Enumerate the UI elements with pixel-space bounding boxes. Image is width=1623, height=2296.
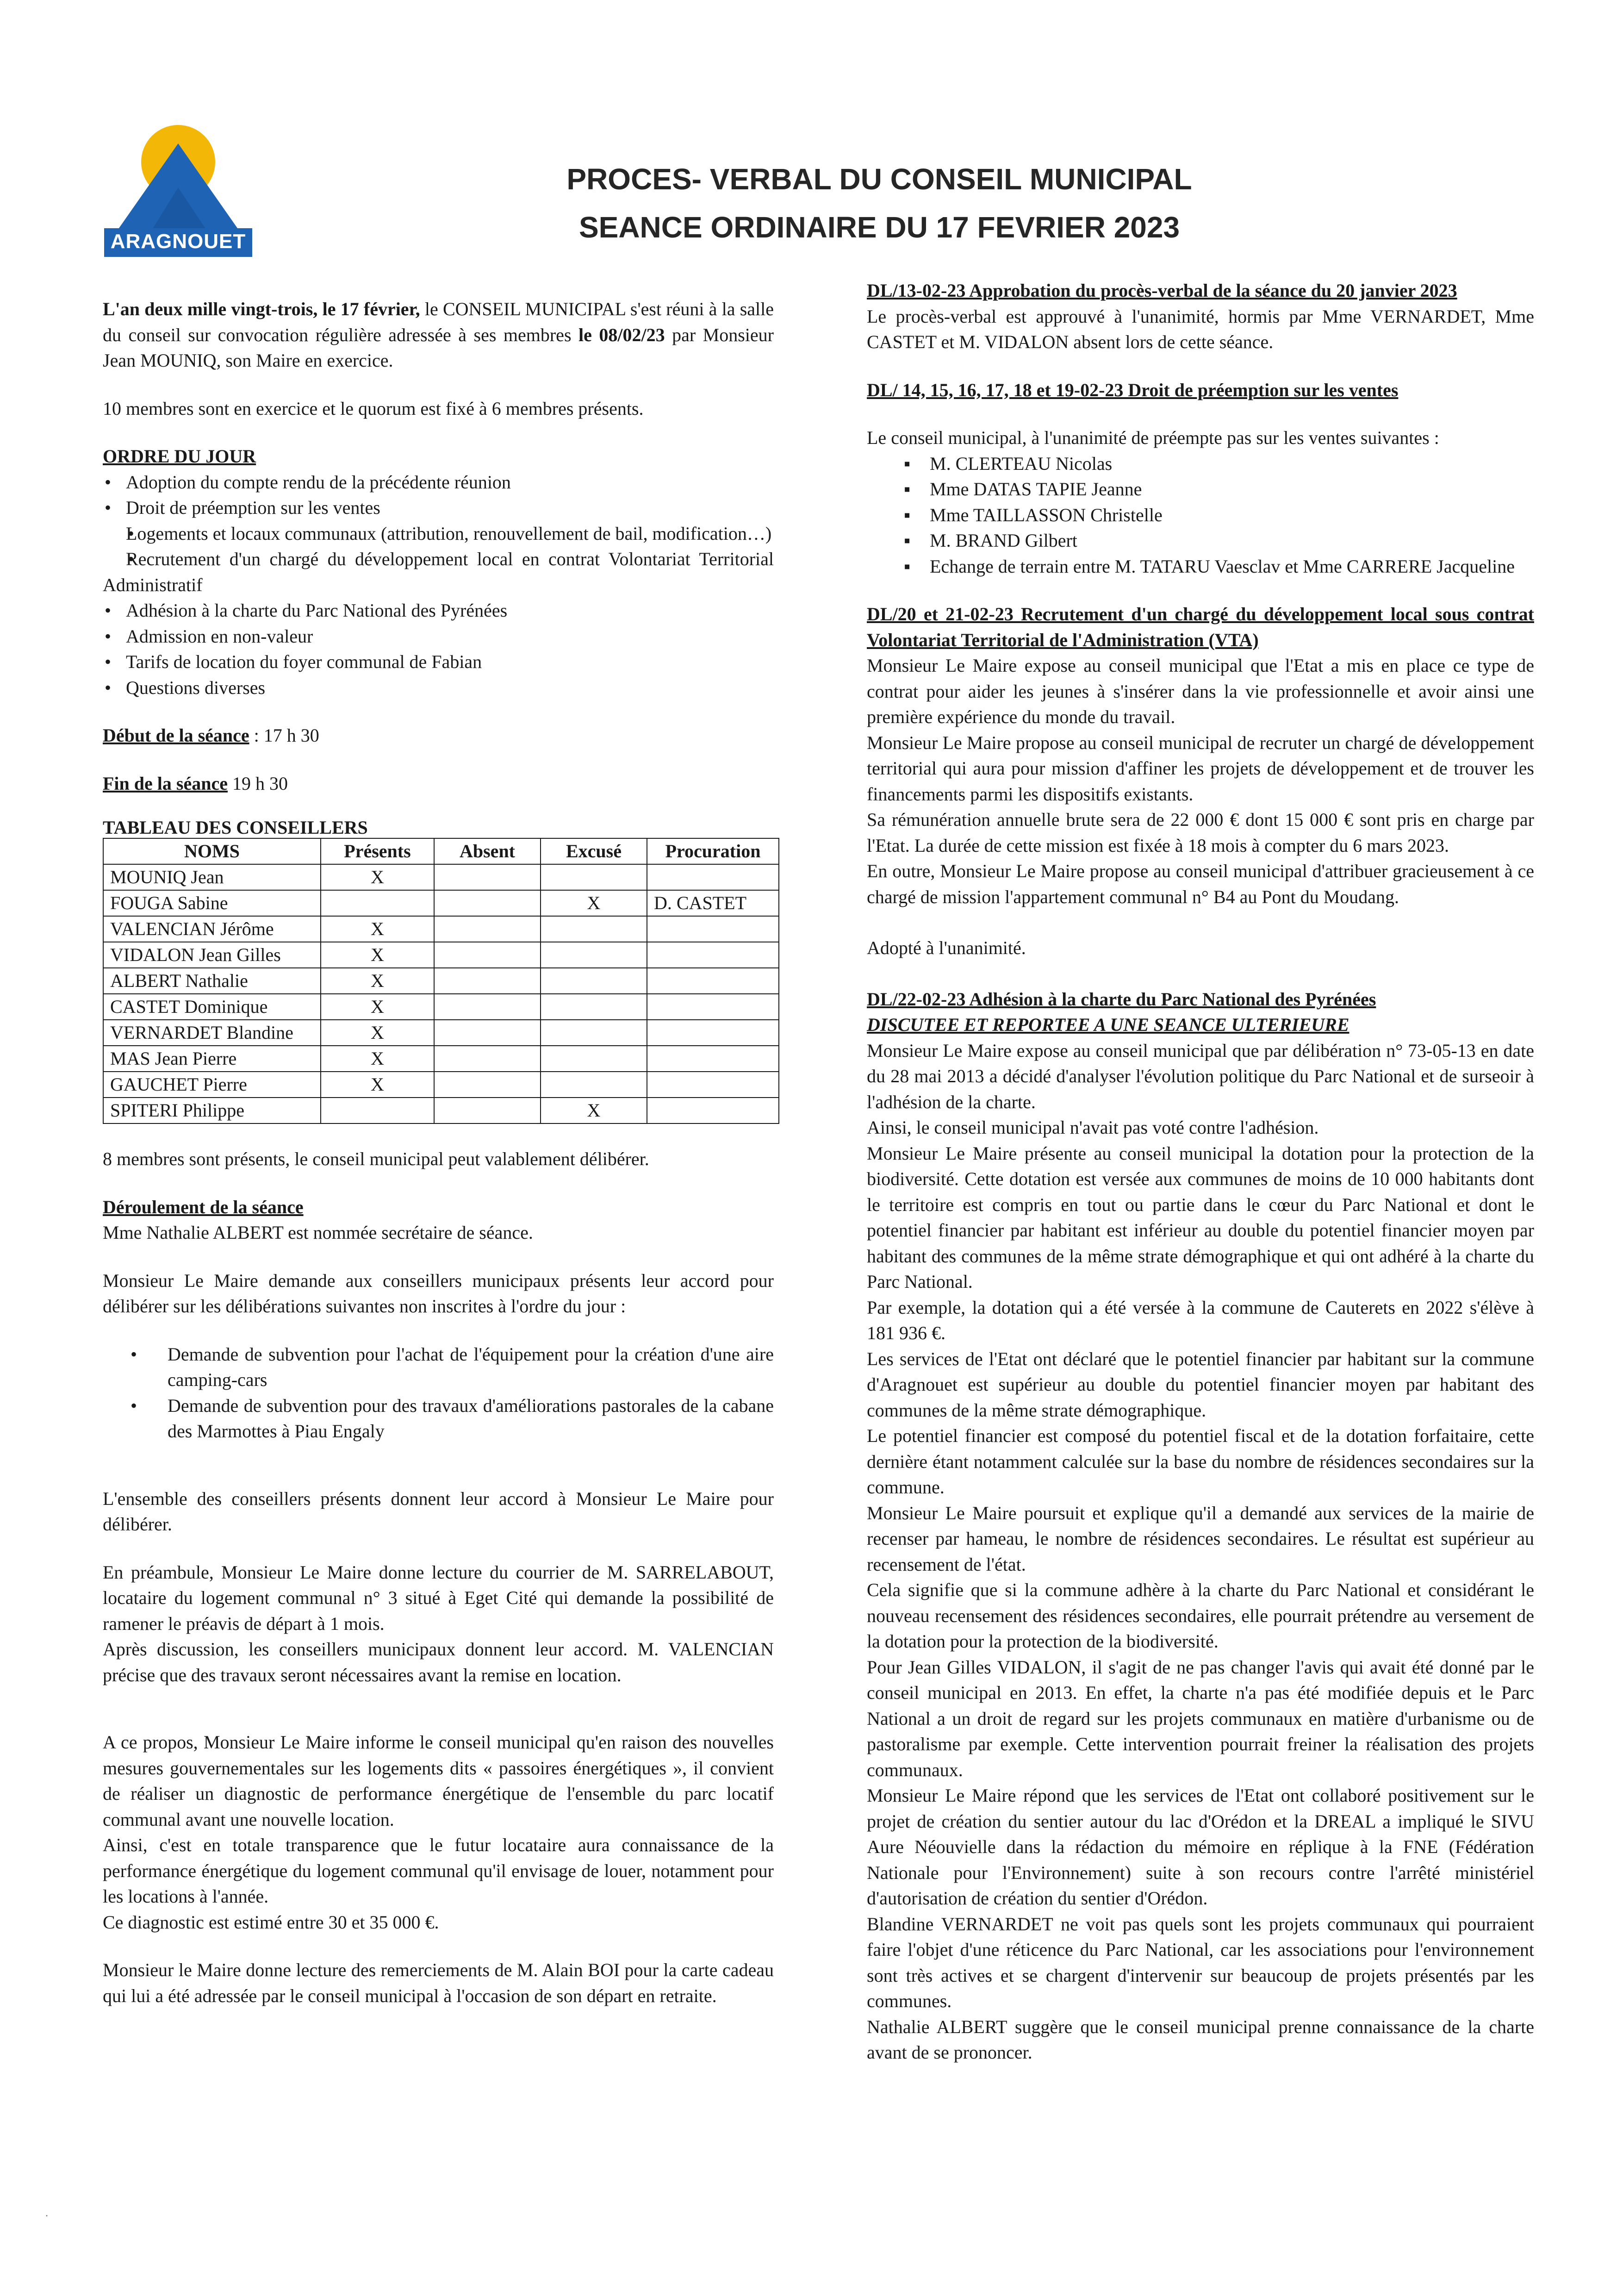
table-cell	[434, 968, 541, 994]
table-cell: X	[541, 890, 647, 916]
table-cell	[434, 994, 541, 1020]
proceedings-heading: Déroulement de la séance	[103, 1196, 304, 1217]
dl22-paragraph-3: Monsieur Le Maire présente au conseil municipal la dotation pour la protection de la biodiversité. Cette dotation est versée aux communes de moins de 10 000 habitants dont le territoire est compris en tout ou partie dans le cœur du Parc National et dont le potentiel financier par habitant est inférieur au double du potentiel financier moyen par habitant des communes de la même strate démographique et qui ont adhéré à la charte du Parc National.	[867, 1142, 1534, 1292]
agenda-item: • Admission en non-valeur	[103, 624, 774, 649]
table-cell: X	[321, 994, 434, 1020]
dl20-heading: DL/20 et 21-02-23 Recrutement d'un chargé du développement local sous contrat Volontariat Territorial de l'Administration (VTA)	[867, 604, 1534, 650]
dl22-paragraph-8: Cela signifie que si la commune adhère à la charte du Parc National et considérant le nouveau recensement des résidences secondaires, elle pourrait prétendre au versement de la dotation pour la protection de la biodiversité.	[867, 1579, 1534, 1652]
councillor-name: MAS Jean Pierre	[103, 1046, 321, 1072]
table-cell	[647, 968, 779, 994]
list-item: ▪ Mme TAILLASSON Christelle	[867, 502, 1534, 528]
intro-date: L'an deux mille vingt-trois, le 17 février,	[103, 299, 420, 319]
dl22-paragraph-5: Les services de l'Etat ont déclaré que le potentiel financier par habitant sur la commune d'Aragnouet est supérieur au double du potentiel financier moyen par habitant des communes de la même strate démographique.	[867, 1348, 1534, 1421]
dl13-heading: DL/13-02-23 Approbation du procès-verbal de la séance du 20 janvier 2023	[867, 280, 1457, 301]
councillor-name: VERNARDET Blandine	[103, 1020, 321, 1046]
list-item: • Demande de subvention pour des travaux d'améliorations pastorales de la cabane des Marmottes à Piau Engaly	[103, 1393, 774, 1444]
table-cell	[434, 1098, 541, 1123]
right-column	[867, 278, 1534, 2065]
council-table	[103, 838, 779, 1124]
table-cell: X	[321, 942, 434, 968]
table-row	[103, 890, 779, 916]
page-title	[486, 155, 1273, 251]
dl22-paragraph-4: Par exemple, la dotation qui a été versée à la commune de Cauterets en 2022 s'élève à 181 936 €.	[867, 1297, 1534, 1343]
table-cell	[541, 916, 647, 942]
present-count: 8 membres sont présents, le conseil municipal peut valablement délibérer.	[103, 1148, 649, 1169]
intro-convocation-date: le 08/02/23	[578, 324, 665, 345]
councillor-name: ALBERT Nathalie	[103, 968, 321, 994]
session-start-value: : 17 h 30	[249, 725, 319, 746]
councillor-name: VIDALON Jean Gilles	[103, 942, 321, 968]
list-item: ▪ Echange de terrain entre M. TATARU Vaesclav et Mme CARRERE Jacqueline	[867, 554, 1534, 580]
table-cell: X	[321, 1020, 434, 1046]
col-header: Absent	[434, 838, 541, 864]
council-table-heading: TABLEAU DES CONSEILLERS	[103, 817, 368, 838]
agenda-list	[103, 469, 774, 701]
session-start	[103, 723, 774, 749]
intro-text: le CONSEIL MUNICIPAL s'est réuni à la salle du conseil sur convocation régulière adressée à ses membres	[103, 299, 774, 345]
agenda-item: • Tarifs de location du foyer communal de Fabian	[103, 649, 774, 675]
councillor-name: SPITERI Philippe	[103, 1098, 321, 1123]
extra-items-list	[103, 1341, 774, 1444]
agenda-item: • Adhésion à la charte du Parc National des Pyrénées	[103, 598, 774, 624]
table-cell	[321, 890, 434, 916]
dl22-paragraph-11: Blandine VERNARDET ne voit pas quels sont les projets communaux qui pourraient faire l'objet d'une réticence du Parc National, car les associations pour l'environnement sont très actives et se chargent d'intervenir sur beaucoup de projets présentés par les communes.	[867, 1913, 1534, 2011]
dl13-text: Le procès-verbal est approuvé à l'unanimité, hormis par Mme VERNARDET, Mme CASTET et M. VIDALON absent lors de cette séance.	[867, 306, 1534, 352]
table-row	[103, 994, 779, 1020]
list-item: • Demande de subvention pour l'achat de l'équipement pour la création d'une aire camping-cars	[103, 1341, 774, 1393]
table-cell: X	[321, 1046, 434, 1072]
table-cell: X	[321, 916, 434, 942]
table-row	[103, 942, 779, 968]
col-header: Procuration	[647, 838, 779, 864]
adopted-text: Adopté à l'unanimité.	[867, 937, 1026, 958]
table-cell	[647, 916, 779, 942]
sales-list	[867, 451, 1534, 580]
session-end-label: Fin de la séance	[103, 773, 228, 794]
table-row	[103, 968, 779, 994]
energy-text-3: Ce diagnostic est estimé entre 30 et 35 000 €.	[103, 1911, 439, 1933]
dl22-subheading: DISCUTEE ET REPORTEE A UNE SEANCE ULTERIEURE	[867, 1014, 1349, 1035]
request-text: Monsieur Le Maire demande aux conseillers municipaux présents leur accord pour délibérer sur les délibérations suivantes non inscrites à l'ordre du jour :	[103, 1270, 774, 1316]
table-cell	[434, 1020, 541, 1046]
dl22-paragraph-6: Le potentiel financier est composé du potentiel fiscal et de la dotation forfaitaire, cette dernière étant notamment calculée sur la base du nombre de résidences secondaires sur la commune.	[867, 1425, 1534, 1497]
dl22-paragraph-2: Ainsi, le conseil municipal n'avait pas voté contre l'adhésion.	[867, 1117, 1319, 1138]
dl22-paragraph-10: Monsieur Le Maire répond que les services de l'Etat ont collaboré positivement sur le projet de création du sentier autour du lac d'Orédon et la DREAL a impliqué le SIVU Aure Néouvielle dans la rédaction du mémoire en réplique à la FNE (Fédération Nationale pour l'Environnement) suite à son recours contre l'arrêté ministériel d'autorisation de création du sentier d'Orédon.	[867, 1785, 1534, 1909]
table-cell	[647, 942, 779, 968]
councillor-name: GAUCHET Pierre	[103, 1072, 321, 1098]
intro-mayor: par Monsieur Jean MOUNIQ, son Maire en exercice.	[103, 324, 774, 371]
table-cell	[321, 1098, 434, 1123]
agenda-item: • Adoption du compte rendu de la précédente réunion	[103, 469, 774, 495]
table-cell	[434, 916, 541, 942]
col-header: NOMS	[103, 838, 321, 864]
table-cell	[541, 864, 647, 890]
dl22-paragraph-9: Pour Jean Gilles VIDALON, il s'agit de ne pas changer l'avis qui avait été donné par le conseil municipal en 2013. En effet, la charte n'a pas été modifiée depuis et le Parc National a un droit de regard sur les projets communaux en matière d'urbanisme ou de pastoralisme par exemple. Cette intervention pourrait freiner la réalisation des projets communaux.	[867, 1656, 1534, 1780]
agenda-item: • Questions diverses	[103, 675, 774, 701]
table-row	[103, 864, 779, 890]
table-row	[103, 916, 779, 942]
table-cell	[647, 864, 779, 890]
table-cell: X	[321, 1072, 434, 1098]
table-cell: X	[321, 864, 434, 890]
session-start-label: Début de la séance	[103, 725, 249, 746]
table-cell	[434, 942, 541, 968]
agenda-item: • Droit de préemption sur les ventes	[103, 495, 774, 521]
table-row	[103, 1072, 779, 1098]
dl22-paragraph-7: Monsieur Le Maire poursuit et explique qu'il a demandé aux services de la mairie de recenser par hameau, le nombre de résidences secondaires. Le résultat est supérieur au recensement de l'état.	[867, 1502, 1534, 1575]
list-item: ▪ Mme DATAS TAPIE Jeanne	[867, 476, 1534, 502]
table-cell: X	[541, 1098, 647, 1123]
councillor-name: FOUGA Sabine	[103, 890, 321, 916]
intro-paragraph	[103, 296, 774, 374]
table-cell	[541, 1072, 647, 1098]
dl20-paragraph-1: Monsieur Le Maire expose au conseil municipal que l'Etat a mis en place ce type de contrat pour aider les jeunes à s'insérer dans la vie professionnelle et avoir ainsi une première expérience du monde du travail.	[867, 655, 1534, 727]
list-item: ▪ M. CLERTEAU Nicolas	[867, 451, 1534, 477]
table-cell	[541, 1020, 647, 1046]
table-cell: D. CASTET	[647, 890, 779, 916]
quorum-text: 10 membres sont en exercice et le quorum est fixé à 6 membres présents.	[103, 398, 644, 419]
energy-text-1: A ce propos, Monsieur Le Maire informe le conseil municipal qu'en raison des nouvelles mesures gouvernementales sur les logements dits « passoires énergétiques », il convient de réaliser un diagnostic de performance énergétique de l'ensemble du parc locatif communal avant une nouvelle location.	[103, 1732, 774, 1830]
preamble-text: En préambule, Monsieur Le Maire donne lecture du courrier de M. SARRELABOUT, locataire du logement communal n° 3 situé à Eget Cité qui demande la possibilité de ramener le préavis de départ à 1 mois.	[103, 1561, 774, 1634]
scan-mark: .	[45, 2207, 48, 2219]
agenda-heading: ORDRE DU JOUR	[103, 446, 256, 467]
table-header-row	[103, 838, 779, 864]
table-cell	[647, 1072, 779, 1098]
councillor-name: VALENCIAN Jérôme	[103, 916, 321, 942]
session-end	[103, 771, 774, 797]
dl20-paragraph-2: Monsieur Le Maire propose au conseil municipal de recruter un chargé de développement territorial qui aura pour mission d'affiner les projets de développement et de trouver les financements parmi les dispositifs existants.	[867, 732, 1534, 805]
session-end-value: 19 h 30	[227, 773, 288, 794]
table-cell	[434, 1072, 541, 1098]
secretary-text: Mme Nathalie ALBERT est nommée secrétaire de séance.	[103, 1222, 533, 1243]
dl20-paragraph-4: En outre, Monsieur Le Maire propose au conseil municipal d'attribuer gracieusement à ce chargé de mission l'appartement communal n° B4 au Pont du Moudang.	[867, 861, 1534, 907]
table-cell	[434, 864, 541, 890]
col-header: Présents	[321, 838, 434, 864]
table-cell: X	[321, 968, 434, 994]
table-cell	[541, 994, 647, 1020]
table-cell	[647, 994, 779, 1020]
table-cell	[647, 1046, 779, 1072]
energy-text-2: Ainsi, c'est en totale transparence que le futur locataire aura connaissance de la performance énergétique du logement communal qu'il envisage de louer, notamment pour les locations à l'année.	[103, 1834, 774, 1907]
table-row	[103, 1046, 779, 1072]
agenda-item: • Recrutement d'un chargé du développement local en contrat Volontariat Territorial Administratif	[103, 546, 774, 598]
list-item: ▪ M. BRAND Gilbert	[867, 528, 1534, 554]
table-cell	[647, 1098, 779, 1123]
left-column	[103, 296, 774, 2009]
discussion-text: Après discussion, les conseillers municipaux donnent leur accord. M. VALENCIAN précise que des travaux seront nécessaires avant la remise en location.	[103, 1639, 774, 1685]
table-cell	[541, 1046, 647, 1072]
table-cell	[434, 1046, 541, 1072]
dl14-heading: DL/ 14, 15, 16, 17, 18 et 19-02-23 Droit de préemption sur les ventes	[867, 379, 1399, 400]
table-row	[103, 1098, 779, 1123]
logo-label: ARAGNOUET	[110, 230, 246, 253]
dl22-paragraph-12: Nathalie ALBERT suggère que le conseil municipal prenne connaissance de la charte avant de se prononcer.	[867, 2016, 1534, 2063]
dl22-paragraph-1: Monsieur Le Maire expose au conseil municipal que par délibération n° 73-05-13 en date du 28 mai 2013 a décidé d'analyser l'évolution politique du Parc National et de surseoir à l'adhésion de la charte.	[867, 1040, 1534, 1112]
agreement-text: L'ensemble des conseillers présents donnent leur accord à Monsieur Le Maire pour délibérer.	[103, 1488, 774, 1535]
table-cell	[647, 1020, 779, 1046]
aragnouet-logo	[104, 118, 252, 257]
table-cell	[434, 890, 541, 916]
councillor-name: MOUNIQ Jean	[103, 864, 321, 890]
dl20-paragraph-3: Sa rémunération annuelle brute sera de 22 000 € dont 15 000 € sont pris en charge par l'Etat. La durée de cette mission est fixée à 18 mois à compter du 6 mars 2023.	[867, 809, 1534, 856]
col-header: Excusé	[541, 838, 647, 864]
agenda-item: • Logements et locaux communaux (attribution, renouvellement de bail, modification…)	[103, 521, 774, 547]
dl22-heading: DL/22-02-23 Adhésion à la charte du Parc National des Pyrénées	[867, 988, 1376, 1010]
title-line-2: SEANCE ORDINAIRE DU 17 FEVRIER 2023	[578, 211, 1180, 244]
table-row	[103, 1020, 779, 1046]
thanks-text: Monsieur le Maire donne lecture des remerciements de M. Alain BOI pour la carte cadeau qui lui a été adressée par le conseil municipal à l'occasion de son départ en retraite.	[103, 1959, 774, 2006]
table-cell	[541, 968, 647, 994]
title-line-1: PROCES- VERBAL DU CONSEIL MUNICIPAL	[566, 162, 1192, 196]
dl14-text: Le conseil municipal, à l'unanimité de préempte pas sur les ventes suivantes :	[867, 427, 1439, 448]
councillor-name: CASTET Dominique	[103, 994, 321, 1020]
table-cell	[541, 942, 647, 968]
